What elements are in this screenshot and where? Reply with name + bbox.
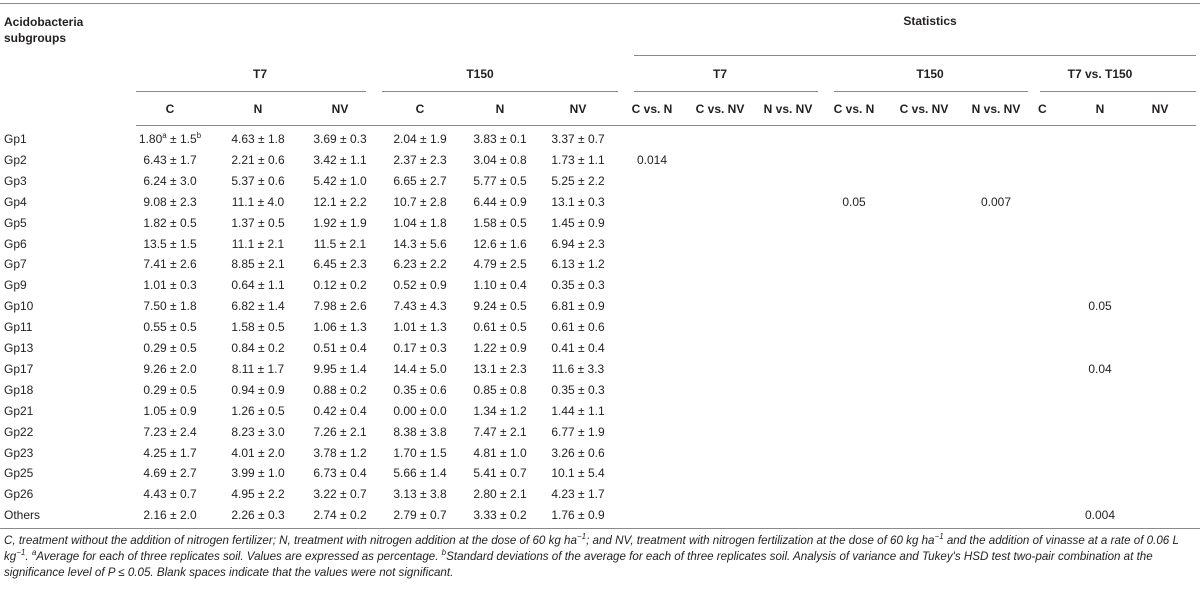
table-cell: 1.76 ± 0.9 <box>551 508 605 522</box>
stat-cell: 0.014 <box>636 153 668 167</box>
table-cell: 0.88 ± 0.2 <box>313 383 367 397</box>
footnote-part-3: and the addition of vinasse at a rate of 0.06 L kg <box>4 534 1179 563</box>
table-cell: 3.69 ± 0.3 <box>313 132 367 146</box>
row-label: Gp1 <box>4 132 27 146</box>
footnote-exp-2: −1 <box>934 532 944 542</box>
table-cell: 7.23 ± 2.4 <box>143 425 197 439</box>
column-header: N <box>253 102 263 116</box>
table-cell: 6.81 ± 0.9 <box>551 299 605 313</box>
table-cell: 0.52 ± 0.9 <box>393 278 447 292</box>
table-cell: 8.23 ± 3.0 <box>231 425 285 439</box>
row-label: Gp7 <box>4 257 27 271</box>
table-cell: 9.24 ± 0.5 <box>473 299 527 313</box>
table-cell: 9.08 ± 2.3 <box>143 195 197 209</box>
row-label: Gp4 <box>4 195 27 209</box>
row-label: Gp6 <box>4 237 27 251</box>
column-header: NV <box>331 102 349 116</box>
table-cell: 4.69 ± 2.7 <box>143 466 197 480</box>
table-cell: 0.64 ± 1.1 <box>231 278 285 292</box>
table-cell: 13.5 ± 1.5 <box>143 237 197 251</box>
table-cell: 8.38 ± 3.8 <box>393 425 447 439</box>
table-cell: 5.42 ± 1.0 <box>313 174 367 188</box>
t7-rule <box>136 91 366 92</box>
table-cell: 3.04 ± 0.8 <box>473 153 527 167</box>
table-cell: 1.70 ± 1.5 <box>393 446 447 460</box>
table-cell: 13.1 ± 0.3 <box>551 195 605 209</box>
table-cell: 0.61 ± 0.6 <box>551 320 605 334</box>
table-cell: 0.12 ± 0.2 <box>313 278 367 292</box>
table-cell: 1.04 ± 1.8 <box>393 216 447 230</box>
table-cell: 12.1 ± 2.2 <box>313 195 367 209</box>
group-column-header: Acidobacteria subgroups <box>4 15 84 45</box>
table-cell: 11.1 ± 4.0 <box>231 195 285 209</box>
table-cell: 14.4 ± 5.0 <box>393 362 447 376</box>
table-cell: 0.35 ± 0.3 <box>551 278 605 292</box>
sup-a: a <box>162 131 167 140</box>
row-label: Gp13 <box>4 341 34 355</box>
table-cell: 5.77 ± 0.5 <box>473 174 527 188</box>
stat-t7-vs-t150-rule <box>1040 91 1196 92</box>
table-cell: 7.47 ± 2.1 <box>473 425 527 439</box>
table-cell: 2.74 ± 0.2 <box>313 508 367 522</box>
cell-value: 1.80 <box>138 132 163 146</box>
table-cell: 4.81 ± 1.0 <box>473 446 527 460</box>
footnote-sup-a: a <box>31 548 37 558</box>
footnote-part-1: C, treatment without the addition of nitrogen fertilizer; N, treatment with nitrogen addition at the dose of 60 kg ha <box>4 534 577 547</box>
table-cell: 6.65 ± 2.7 <box>393 174 447 188</box>
table-cell: 2.26 ± 0.3 <box>231 508 285 522</box>
table-cell: 1.45 ± 0.9 <box>551 216 605 230</box>
footnote-exp-3: −1 <box>16 548 26 558</box>
table-cell: 13.1 ± 2.3 <box>473 362 527 376</box>
table-cell: 1.82 ± 0.5 <box>143 216 197 230</box>
table-cell: 7.43 ± 4.3 <box>393 299 447 313</box>
table-cell: 5.25 ± 2.2 <box>551 174 605 188</box>
table-cell: 3.37 ± 0.7 <box>551 132 605 146</box>
table-cell: 5.66 ± 1.4 <box>393 466 447 480</box>
table-cell: 2.37 ± 2.3 <box>393 153 447 167</box>
stat-t7-rule <box>634 91 818 92</box>
table-cell: 0.55 ± 0.5 <box>143 320 197 334</box>
table-cell <box>125 132 215 146</box>
cell-sd: ± 1.5 <box>166 132 197 146</box>
column-header: NV <box>1151 102 1169 116</box>
row-label: Gp26 <box>4 487 34 501</box>
column-header: NV <box>569 102 587 116</box>
row-label: Gp11 <box>4 320 33 334</box>
table-cell: 0.51 ± 0.4 <box>313 341 367 355</box>
column-header: N <box>495 102 505 116</box>
table-cell: 1.92 ± 1.9 <box>313 216 367 230</box>
table-cell: 2.80 ± 2.1 <box>473 487 527 501</box>
table-cell: 11.5 ± 2.1 <box>313 237 367 251</box>
table-cell: 6.24 ± 3.0 <box>143 174 197 188</box>
table-cell: 6.44 ± 0.9 <box>473 195 527 209</box>
table-footnote <box>4 533 1196 581</box>
row-label: Gp9 <box>4 278 27 292</box>
table-cell: 0.35 ± 0.6 <box>393 383 447 397</box>
table-cell: 0.42 ± 0.4 <box>313 404 367 418</box>
table-cell: 4.63 ± 1.8 <box>231 132 285 146</box>
stat-t7-vs-t150-header: T7 vs. T150 <box>1067 67 1133 81</box>
table-cell: 4.95 ± 2.2 <box>231 487 285 501</box>
table-cell: 1.58 ± 0.5 <box>473 216 527 230</box>
table-cell: 7.41 ± 2.6 <box>143 257 197 271</box>
table-cell: 7.50 ± 1.8 <box>143 299 197 313</box>
stat-t150-rule <box>834 91 1028 92</box>
stat-cell: 0.004 <box>1084 508 1116 522</box>
column-header: C vs. N <box>833 102 875 116</box>
table-cell: 9.26 ± 2.0 <box>143 362 197 376</box>
footnote-part-4: . <box>25 550 32 563</box>
column-header: C vs. N <box>631 102 673 116</box>
stat-cell: 0.05 <box>1088 299 1112 313</box>
table-top-rule <box>0 3 1200 4</box>
column-header: N vs. NV <box>763 102 813 116</box>
table-cell: 10.1 ± 5.4 <box>551 466 605 480</box>
stat-t150-header: T150 <box>916 67 944 81</box>
table-cell: 1.05 ± 0.9 <box>143 404 197 418</box>
stat-cell: 0.04 <box>1088 362 1112 376</box>
column-header: N <box>1095 102 1105 116</box>
table-cell: 1.06 ± 1.3 <box>313 320 367 334</box>
table-cell: 4.79 ± 2.5 <box>473 257 527 271</box>
table-cell: 6.43 ± 1.7 <box>143 153 197 167</box>
table-cell: 2.04 ± 1.9 <box>393 132 447 146</box>
table-cell: 12.6 ± 1.6 <box>473 237 527 251</box>
row-label: Gp25 <box>4 466 34 480</box>
row-label: Gp5 <box>4 216 27 230</box>
row-label: Gp17 <box>4 362 34 376</box>
table-cell: 7.26 ± 2.1 <box>313 425 367 439</box>
table-cell: 10.7 ± 2.8 <box>393 195 447 209</box>
table-cell: 5.37 ± 0.6 <box>231 174 285 188</box>
t7-header: T7 <box>252 67 267 81</box>
statistics-header: Statistics <box>903 14 957 28</box>
table-cell: 1.34 ± 1.2 <box>473 404 527 418</box>
table-cell: 8.11 ± 1.7 <box>231 362 285 376</box>
table-cell: 1.01 ± 1.3 <box>393 320 447 334</box>
row-label: Gp18 <box>4 383 34 397</box>
column-header: C <box>165 102 175 116</box>
stat-cell: 0.05 <box>842 195 866 209</box>
table-cell: 6.94 ± 2.3 <box>551 237 605 251</box>
stat-cell: 0.007 <box>980 195 1012 209</box>
column-header: C <box>415 102 425 116</box>
table-cell: 0.35 ± 0.3 <box>551 383 605 397</box>
row-label: Gp10 <box>4 299 34 313</box>
table-cell: 0.85 ± 0.8 <box>473 383 527 397</box>
table-cell: 2.79 ± 0.7 <box>393 508 447 522</box>
t150-header: T150 <box>466 67 494 81</box>
table-cell: 1.01 ± 0.3 <box>143 278 197 292</box>
row-label: Others <box>4 508 41 522</box>
table-cell: 3.22 ± 0.7 <box>313 487 367 501</box>
table-cell: 2.16 ± 2.0 <box>143 508 197 522</box>
row-label: Gp23 <box>4 446 34 460</box>
table-cell: 6.77 ± 1.9 <box>551 425 605 439</box>
table-cell: 0.61 ± 0.5 <box>473 320 527 334</box>
table-cell: 4.01 ± 2.0 <box>231 446 285 460</box>
row-label: Gp3 <box>4 174 27 188</box>
table-cell: 11.6 ± 3.3 <box>551 362 605 376</box>
table-cell: 6.73 ± 0.4 <box>313 466 367 480</box>
table-cell: 6.45 ± 2.3 <box>313 257 367 271</box>
stat-t7-header: T7 <box>712 67 727 81</box>
statistics-rule <box>634 55 1196 56</box>
table-bottom-rule <box>0 528 1200 529</box>
header-bottom-rule <box>136 125 1196 126</box>
column-header: C vs. NV <box>899 102 949 116</box>
table-cell: 3.26 ± 0.6 <box>551 446 605 460</box>
table-cell: 8.85 ± 2.1 <box>231 257 285 271</box>
footnote-sup-b: b <box>441 548 447 558</box>
table-cell: 1.26 ± 0.5 <box>231 404 285 418</box>
table-cell: 6.82 ± 1.4 <box>231 299 285 313</box>
footnote-part-5: Average for each of three replicates soil. Values are expressed as percentage. <box>36 550 442 563</box>
table-cell: 0.84 ± 0.2 <box>231 341 285 355</box>
table-cell: 5.41 ± 0.7 <box>473 466 527 480</box>
table-cell: 3.42 ± 1.1 <box>313 153 367 167</box>
table-cell: 0.41 ± 0.4 <box>551 341 605 355</box>
t150-rule <box>382 91 618 92</box>
table-cell: 0.29 ± 0.5 <box>143 383 197 397</box>
row-label: Gp2 <box>4 153 27 167</box>
table-cell: 0.94 ± 0.9 <box>231 383 285 397</box>
table-cell: 3.33 ± 0.2 <box>473 508 527 522</box>
table-cell: 3.13 ± 3.8 <box>393 487 447 501</box>
table-cell: 1.10 ± 0.4 <box>473 278 527 292</box>
table-cell: 7.98 ± 2.6 <box>313 299 367 313</box>
column-header: N vs. NV <box>971 102 1021 116</box>
table-cell: 9.95 ± 1.4 <box>313 362 367 376</box>
table-cell: 4.23 ± 1.7 <box>551 487 605 501</box>
table-cell: 1.37 ± 0.5 <box>231 216 285 230</box>
table-cell: 0.00 ± 0.0 <box>393 404 447 418</box>
footnote-exp-1: −1 <box>576 532 587 542</box>
footnote-part-2: ; and NV, treatment with nitrogen fertilization at the dose of 60 kg ha <box>586 534 935 547</box>
row-label: Gp21 <box>4 404 34 418</box>
table-cell: 1.44 ± 1.1 <box>551 404 605 418</box>
table-cell: 0.17 ± 0.3 <box>393 341 447 355</box>
table-cell: 4.43 ± 0.7 <box>143 487 197 501</box>
table-cell: 1.22 ± 0.9 <box>473 341 527 355</box>
column-header: C vs. NV <box>695 102 745 116</box>
row-label: Gp22 <box>4 425 34 439</box>
table-cell: 1.58 ± 0.5 <box>231 320 285 334</box>
table-cell: 1.73 ± 1.1 <box>551 153 605 167</box>
table-cell: 11.1 ± 2.1 <box>231 237 285 251</box>
sup-b: b <box>196 131 202 140</box>
table-cell: 4.25 ± 1.7 <box>143 446 197 460</box>
table-cell: 14.3 ± 5.6 <box>393 237 447 251</box>
column-header: C <box>1038 102 1047 116</box>
table-cell: 2.21 ± 0.6 <box>231 153 285 167</box>
table-cell: 3.83 ± 0.1 <box>473 132 527 146</box>
table-cell: 6.23 ± 2.2 <box>393 257 447 271</box>
table-cell: 6.13 ± 1.2 <box>551 257 605 271</box>
table-cell: 3.78 ± 1.2 <box>313 446 367 460</box>
table-cell: 0.29 ± 0.5 <box>143 341 197 355</box>
footnote-part-6: Standard deviations of the average for each of three replicates soil. Analysis of variance and Tukey's HSD test two-pair combination at the significance level of P ≤ 0.05. Blank spaces indicate that the values were not significant. <box>4 550 1153 579</box>
table-cell: 3.99 ± 1.0 <box>231 466 285 480</box>
